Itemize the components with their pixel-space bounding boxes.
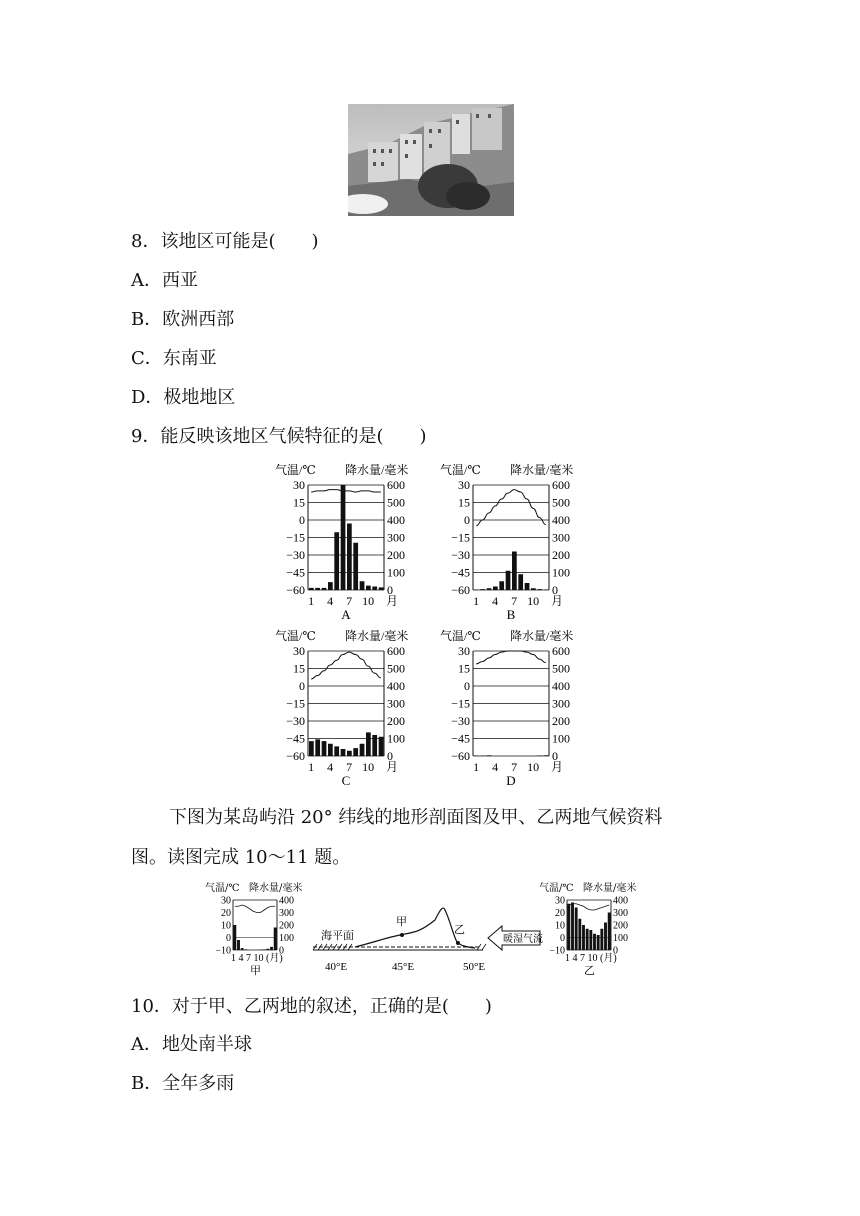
temp-tick: −15 [286, 696, 305, 711]
precip-bar [274, 928, 277, 951]
temp-tick: −45 [451, 731, 470, 746]
precip-bar [315, 739, 320, 756]
precip-bar [578, 919, 581, 950]
month-tick: 4 [492, 760, 499, 774]
precip-tick: 400 [387, 679, 405, 693]
temp-tick: 0 [464, 513, 470, 527]
chart-name: 甲 [250, 964, 261, 977]
precip-bar [586, 929, 589, 950]
temp-tick: −30 [451, 548, 470, 562]
temp-tick: −45 [286, 565, 305, 580]
temp-tick: −15 [286, 530, 305, 545]
temp-tick: 10 [221, 920, 231, 932]
precip-axis-label: 降水量/毫米 [510, 629, 574, 643]
precip-bar [241, 948, 244, 950]
precip-bar [353, 748, 358, 756]
month-unit: 月 [386, 760, 399, 774]
precip-tick: 500 [552, 661, 570, 676]
climate-chart-d [440, 627, 605, 787]
precip-tick: 600 [552, 478, 570, 492]
precip-tick: 0 [279, 945, 284, 957]
precip-bar [544, 589, 549, 590]
temp-tick: 0 [560, 933, 565, 944]
precip-bar [589, 930, 592, 950]
precip-bar [512, 552, 517, 591]
sea-level-label: 海平面 [321, 930, 354, 942]
precip-axis-label: 降水量/毫米 [510, 463, 574, 477]
precip-tick: 100 [613, 933, 628, 944]
precip-bar [379, 737, 384, 756]
precip-bar [474, 755, 479, 756]
month-ticks: 1 4 7 10 (月) [565, 953, 617, 964]
precip-tick: 400 [552, 513, 570, 527]
precip-bar [582, 925, 585, 950]
precip-tick: 200 [387, 548, 405, 562]
temperature-line [476, 651, 546, 664]
precip-bar [347, 524, 352, 591]
precip-tick: 600 [387, 644, 405, 658]
temperature-line [311, 652, 381, 679]
climate-chart-yi [539, 881, 636, 977]
temp-tick: 30 [221, 895, 231, 907]
intro-line-2: 图。读图完成 10～11 题。 [131, 847, 351, 868]
precip-axis-label: 降水量/毫米 [583, 883, 637, 894]
chart-letter: A [341, 607, 351, 621]
intro-line-1: 下图为某岛屿沿 20° 纬线的地形剖面图及甲、乙两地气候资料 [169, 807, 663, 828]
temp-tick: 0 [299, 679, 305, 693]
temp-tick: −15 [451, 530, 470, 545]
precip-bar [341, 485, 346, 590]
month-tick: 10 [527, 760, 540, 774]
precip-tick: 100 [279, 933, 294, 944]
temp-tick: 15 [293, 661, 305, 676]
precip-tick: 0 [552, 749, 558, 763]
temp-tick: 0 [226, 933, 231, 944]
temp-tick: −10 [215, 945, 231, 957]
month-tick: 7 [511, 594, 518, 608]
temp-tick: 30 [458, 478, 470, 492]
temp-tick: 10 [555, 920, 565, 932]
precip-tick: 400 [279, 895, 294, 907]
month-tick: 7 [511, 760, 518, 774]
precip-tick: 500 [387, 661, 405, 676]
precip-bar [322, 741, 327, 756]
precip-bar [537, 589, 542, 590]
precip-bar [571, 903, 574, 951]
precip-bar [334, 746, 339, 756]
temp-tick: −45 [451, 565, 470, 580]
precip-bar [366, 586, 371, 590]
temp-tick: 20 [221, 908, 231, 919]
temp-tick: 30 [458, 644, 470, 658]
temp-tick: −30 [451, 714, 470, 728]
warm-moist-airflow-arrow [488, 926, 543, 950]
label-jia: 甲 [396, 915, 407, 928]
precip-tick: 200 [387, 714, 405, 728]
temp-tick: −60 [451, 749, 470, 763]
landscape-photo [348, 104, 514, 216]
month-tick: 1 [473, 594, 480, 608]
precip-bar [263, 949, 266, 950]
precip-bar [506, 571, 511, 590]
temp-tick: 15 [458, 495, 470, 510]
precip-axis-label: 降水量/毫米 [345, 629, 409, 643]
point-yi [456, 941, 460, 945]
precip-tick: 100 [552, 731, 570, 746]
precip-bar [531, 588, 536, 590]
question-9-stem: 9．能反映该地区气候特征的是( ) [131, 426, 427, 447]
precip-bar [544, 755, 549, 756]
month-tick: 10 [362, 594, 375, 608]
precip-bar [499, 581, 504, 590]
temp-tick: 15 [293, 495, 305, 510]
wind-label: 暖湿气流 [503, 934, 543, 945]
precip-bar [309, 588, 314, 590]
precip-bar [328, 744, 333, 756]
precip-tick: 300 [387, 530, 405, 545]
climate-chart-jia [205, 881, 302, 977]
month-ticks: 1 4 7 10 (月) [231, 953, 283, 964]
precip-tick: 100 [387, 731, 405, 746]
precip-bar [372, 587, 377, 591]
month-tick: 4 [492, 594, 499, 608]
lon-tick-45: 45°E [392, 961, 415, 973]
precip-bar [537, 755, 542, 756]
label-yi: 乙 [454, 923, 465, 936]
temp-tick: −30 [286, 714, 305, 728]
precip-tick: 400 [613, 895, 628, 907]
chart-letter: D [506, 773, 516, 787]
precip-axis-label: 降水量/毫米 [345, 463, 409, 477]
precip-bar [341, 749, 346, 756]
precip-tick: 200 [613, 920, 628, 932]
precip-tick: 200 [279, 920, 294, 932]
temp-axis-label: 气温/℃ [205, 883, 240, 894]
terrain-profile [313, 908, 543, 973]
month-unit: 月 [386, 594, 399, 608]
precip-tick: 400 [552, 679, 570, 693]
precip-bar [604, 923, 607, 951]
precip-bar [353, 543, 358, 590]
precip-tick: 300 [613, 908, 628, 919]
point-jia [400, 933, 404, 937]
q8-option-d: D．极地地区 [131, 387, 236, 408]
chart-letter: B [506, 607, 516, 621]
precip-bar [525, 583, 530, 590]
precip-bar [487, 588, 492, 590]
precip-bar [315, 588, 320, 590]
precip-bar [487, 755, 492, 756]
temperature-line [235, 905, 275, 913]
lon-tick-40: 40°E [325, 961, 348, 973]
temp-tick: −60 [451, 583, 470, 597]
month-tick: 1 [473, 760, 480, 774]
temp-tick: 20 [555, 908, 565, 919]
month-tick: 10 [527, 594, 540, 608]
question-10-stem: 10．对于甲、乙两地的叙述，正确的是( ) [131, 996, 492, 1017]
month-tick: 7 [346, 594, 353, 608]
precip-bar [480, 589, 485, 590]
precip-tick: 200 [552, 548, 570, 562]
temp-tick: 30 [293, 478, 305, 492]
question-8-stem: 8．该地区可能是( ) [131, 231, 319, 252]
temperature-line [476, 490, 546, 526]
precip-tick: 300 [552, 530, 570, 545]
precip-tick: 300 [279, 908, 294, 919]
precip-bar [366, 732, 371, 756]
temp-tick: −45 [286, 731, 305, 746]
precip-bar [322, 588, 327, 590]
precip-bar [244, 949, 247, 950]
temp-axis-label: 气温/℃ [539, 883, 574, 894]
month-tick: 7 [346, 760, 353, 774]
precip-bar [567, 904, 570, 950]
precip-bar [328, 582, 333, 590]
precip-bar [233, 925, 236, 950]
precip-bar [608, 913, 611, 951]
precip-axis-label: 降水量/毫米 [249, 883, 303, 894]
month-tick: 1 [308, 760, 315, 774]
precip-bar [593, 934, 596, 950]
terrain-profile-figure [205, 880, 660, 985]
temp-axis-label: 气温/℃ [440, 463, 481, 477]
precip-tick: 0 [613, 945, 618, 957]
month-tick: 1 [308, 594, 315, 608]
q8-option-c: C．东南亚 [131, 348, 217, 369]
q10-option-b: B．全年多雨 [131, 1073, 235, 1094]
precip-bar [600, 929, 603, 950]
temp-tick: −15 [451, 696, 470, 711]
temperature-line [311, 490, 381, 492]
temp-tick: −10 [549, 945, 565, 957]
month-tick: 10 [362, 760, 375, 774]
precip-bar [334, 532, 339, 590]
precip-tick: 100 [387, 565, 405, 580]
precip-tick: 400 [387, 513, 405, 527]
temp-tick: 0 [299, 513, 305, 527]
precip-tick: 0 [552, 583, 558, 597]
temp-axis-label: 气温/℃ [440, 629, 481, 643]
precip-bar [237, 940, 240, 950]
temp-tick: 0 [464, 679, 470, 693]
precip-bar [309, 741, 314, 756]
climate-chart-b [440, 461, 605, 621]
temp-tick: 30 [293, 644, 305, 658]
q8-option-b: B．欧洲西部 [131, 309, 235, 330]
precip-tick: 300 [552, 696, 570, 711]
precip-tick: 600 [387, 478, 405, 492]
temp-tick: −60 [286, 749, 305, 763]
temp-tick: 15 [458, 661, 470, 676]
q10-option-a: A．地处南半球 [131, 1034, 252, 1055]
precip-tick: 500 [387, 495, 405, 510]
precip-bar [597, 935, 600, 950]
month-unit: 月 [551, 594, 564, 608]
q8-option-a: A．西亚 [131, 270, 198, 291]
precip-tick: 500 [552, 495, 570, 510]
precip-tick: 600 [552, 644, 570, 658]
temp-tick: −60 [286, 583, 305, 597]
month-tick: 4 [327, 594, 334, 608]
precip-tick: 0 [387, 583, 393, 597]
precip-tick: 0 [387, 749, 393, 763]
temp-tick: −30 [286, 548, 305, 562]
chart-letter: C [341, 773, 351, 787]
climate-chart-a [275, 461, 440, 621]
precip-bar [270, 947, 273, 950]
temp-axis-label: 气温/℃ [275, 463, 316, 477]
precip-bar [379, 587, 384, 590]
precip-bar [474, 589, 479, 590]
precip-bar [347, 751, 352, 756]
precip-bar [518, 574, 523, 590]
precip-bar [493, 587, 498, 591]
precip-bar [372, 735, 377, 756]
precip-tick: 300 [387, 696, 405, 711]
precip-tick: 200 [552, 714, 570, 728]
precip-bar [360, 744, 365, 756]
temp-tick: 30 [555, 895, 565, 907]
temp-axis-label: 气温/℃ [275, 629, 316, 643]
month-unit: 月 [551, 760, 564, 774]
precip-bar [360, 581, 365, 590]
precip-bar [266, 949, 269, 950]
precip-bar [575, 908, 578, 951]
climate-chart-c [275, 627, 440, 787]
precip-tick: 100 [552, 565, 570, 580]
month-tick: 4 [327, 760, 334, 774]
lon-tick-50: 50°E [463, 961, 486, 973]
chart-name: 乙 [584, 964, 595, 977]
